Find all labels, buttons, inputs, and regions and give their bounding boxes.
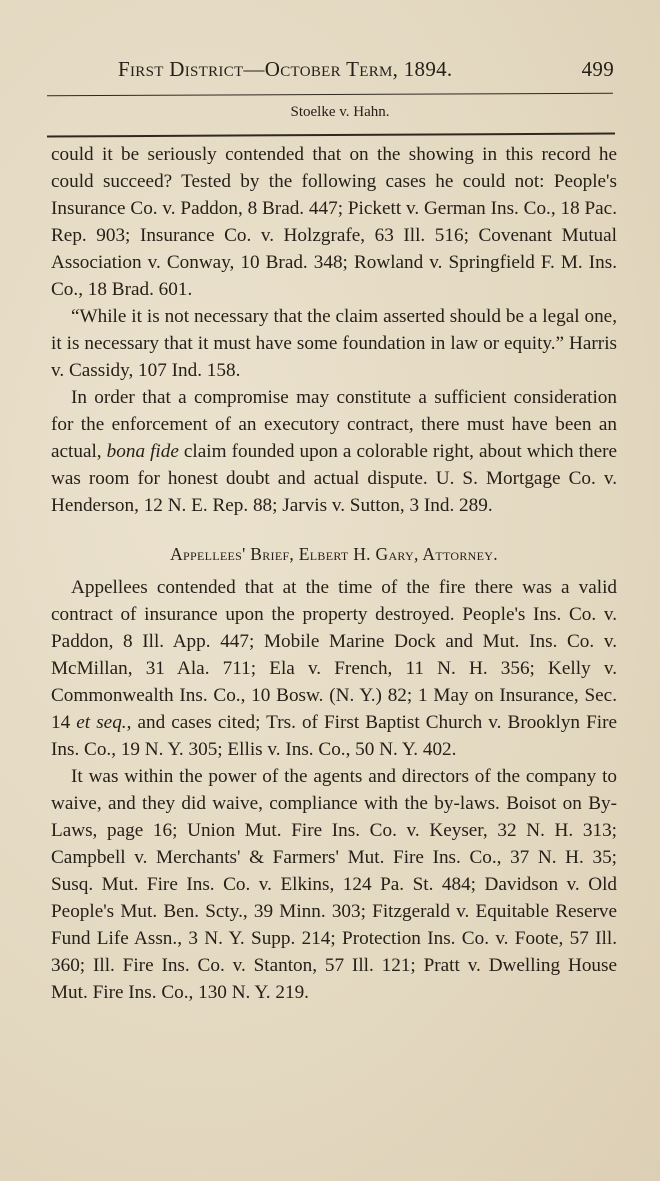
italic-term: bona fide bbox=[106, 441, 179, 462]
header-rule-top bbox=[47, 93, 613, 96]
text-span: claim founded upon a colorable right, about which there was room for honest doubt and actual dispute. U. S. Mortgage Co. v. Henderson, 12 N. E. Rep. 88; Jarvis v. Sutton, 3 Ind. 289. bbox=[51, 441, 617, 516]
text-span: Appellees contended that at the time of the fire there was a valid contract of insurance upon the property destroyed. People's Ins. Co. v. Paddon, 8 Ill. App. 447; Mobile Marine Dock and Mut. Ins. Co. v. McMillan, 31 Ala. 711; Ela v. French, 11 N. H. 356; Kelly v. Commonwealth Ins. Co., 10 Bosw. (N. Y.) 82; 1 May on Insurance, Sec. 14 bbox=[51, 577, 617, 733]
italic-term: et seq. bbox=[76, 712, 127, 733]
paragraph-quote: “While it is not necessary that the claim asserted should be a legal one, it is necessary that it must have some foundation in law or equity.” Harris v. Cassidy, 107 Ind. 158. bbox=[51, 306, 617, 381]
paragraph-waiver: It was within the power of the agents and directors of the company to waive, and they did waive, compliance with the by-laws. Boisot on By-Laws, page 16; Union Mut. Fire Ins. Co. v. Keyser, 32 N. H. 313; Campbell v. Merchants' & Farmers' Mut. Fire Ins. Co., 37 N. H. 35; Susq. Mut. Fire Ins. Co. v. Elkins, 124 Pa. St. 484; Davidson v. Old People's Mut. Ben. Scty., 39 Minn. 303; Fitzgerald v. Equitable Reserve Fund Life Assn., 3 N. Y. Supp. 214; Protection Ins. Co. v. Foote, 57 Ill. 360; Ill. Fire Ins. Co. v. Stanton, 57 Ill. 121; Pratt v. Dwelling House Mut. Fire Ins. Co., 130 N. Y. 219. bbox=[51, 766, 617, 1003]
header-rule-bottom bbox=[47, 133, 615, 137]
page-number: 499 bbox=[581, 57, 614, 81]
text-span: In order that a compromise may constitute a sufficient consideration for the enforcement of an executory contract, there must have been an actual, bbox=[51, 387, 617, 462]
paragraph-appellees-contention bbox=[51, 574, 617, 763]
paragraph-continuation: could it be seriously contended that on the showing in this record he could succeed? Tested by the following cases he could not: People's Insurance Co. v. Paddon, 8 Brad. 447; Pickett v. German Ins. Co., 18 Pac. Rep. 903; Insurance Co. v. Holzgrafe, 63 Ill. 516; Covenant Mutual Association v. Conway, 10 Brad. 348; Rowland v. Springfield F. M. Ins. Co., 18 Brad. 601. bbox=[51, 144, 617, 300]
paragraph-compromise bbox=[51, 384, 617, 519]
text-span: , and cases cited; Trs. of First Baptist Church v. Brooklyn Fire Ins. Co., 19 N. Y. 305; Ellis v. Ins. Co., 50 N. Y. 402. bbox=[51, 712, 617, 760]
running-title: First District—October Term, 1894. bbox=[118, 57, 453, 81]
running-head bbox=[118, 57, 614, 82]
body-text bbox=[51, 141, 617, 1006]
section-heading: Appellees' Brief, Elbert H. Gary, Attorney. bbox=[170, 544, 498, 564]
case-name: Stoelke v. Hahn. bbox=[290, 104, 390, 120]
